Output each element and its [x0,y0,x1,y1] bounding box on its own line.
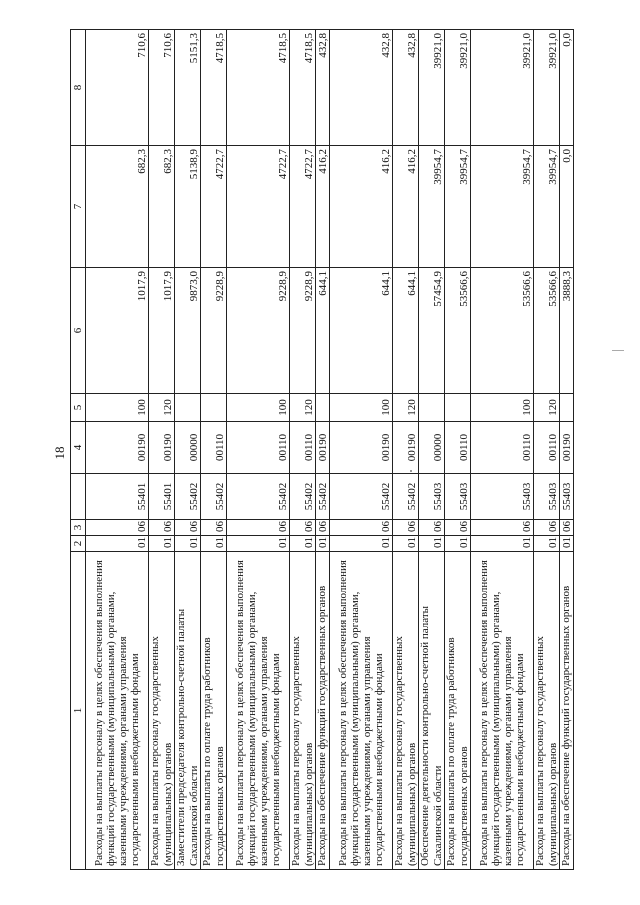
cell-section: 01 [201,535,227,551]
table-row [149,29,175,869]
cell-expense-type [445,393,471,421]
cell-expense-type [316,393,330,421]
header-cell: 8 [71,29,86,145]
cell-amount-7: 416,2 [330,145,393,267]
cell-section: 01 [534,535,560,551]
cell-section: 01 [560,535,574,551]
cell-direction: 00110 [471,421,534,473]
cell-expense-type [560,393,574,421]
cell-subsection: 06 [560,519,574,535]
cell-section: 01 [316,535,330,551]
row-name: Расходы на обеспечение функций государственных органов [560,551,574,869]
scan-artifact [410,470,412,472]
header-cell: 2 [71,535,86,551]
row-name: Расходы на выплаты персоналу государственных (муниципальных) органов [393,551,419,869]
row-name: Расходы на выплаты персоналу в целях обеспечения выполнения функций государственными (муниципальными) органами, казенными учреждениями, органами управления государственными внебюджетными фондами [471,551,534,869]
cell-direction: 00190 [330,421,393,473]
cell-amount-8: 710,6 [149,29,175,145]
cell-program: 55403 [560,473,574,519]
header-cell: 7 [71,145,86,267]
cell-amount-7: 5138,9 [175,145,201,267]
row-name: Расходы на выплаты по оплате труда работников государственных органов [201,551,227,869]
row-name: Обеспечение деятельности контрольно-счетной палаты Сахалинской области [419,551,445,869]
table-row [445,29,471,869]
cell-subsection: 06 [445,519,471,535]
cell-direction: 00000 [175,421,201,473]
row-name: Расходы на выплаты персоналу государственных (муниципальных) органов [149,551,175,869]
cell-direction: 00000 [419,421,445,473]
cell-amount-8: 432,8 [393,29,419,145]
cell-expense-type [175,393,201,421]
row-name: Расходы на обеспечение функций государственных органов [316,551,330,869]
cell-amount-6: 3888,3 [560,267,574,393]
cell-amount-6: 644,1 [330,267,393,393]
cell-section: 01 [175,535,201,551]
cell-expense-type: 100 [227,393,290,421]
cell-program: 55402 [316,473,330,519]
cell-subsection: 06 [86,519,149,535]
header-cell [71,473,86,519]
cell-amount-6: 53566,6 [445,267,471,393]
cell-section: 01 [149,535,175,551]
row-name: Расходы на выплаты персоналу в целях обеспечения выполнения функций государственными (муниципальными) органами, казенными учреждениями, органами управления государственными внебюджетными фондами [86,551,149,869]
header-cell: 5 [71,393,86,421]
table-row [393,29,419,869]
cell-amount-6: 1017,9 [149,267,175,393]
cell-program: 55401 [86,473,149,519]
header-cell: 3 [71,519,86,535]
cell-program: 55402 [290,473,316,519]
cell-amount-6: 644,1 [393,267,419,393]
cell-amount-8: 5151,3 [175,29,201,145]
cell-section: 01 [227,535,290,551]
cell-amount-6: 9228,9 [201,267,227,393]
cell-program: 55402 [393,473,419,519]
cell-amount-7: 39954,7 [419,145,445,267]
cell-expense-type: 100 [471,393,534,421]
row-name: Расходы на выплаты персоналу в целях обеспечения выполнения функций государственными (муниципальными) органами, казенными учреждениями, органами управления государственными внебюджетными фондами [227,551,290,869]
cell-direction: 00110 [201,421,227,473]
cell-amount-8: 432,8 [316,29,330,145]
header-cell: 6 [71,267,86,393]
cell-expense-type: 120 [393,393,419,421]
cell-program: 55403 [471,473,534,519]
cell-amount-7: 4722,7 [290,145,316,267]
table-row [471,29,534,869]
cell-amount-7: 682,3 [86,145,149,267]
cell-direction: 00110 [445,421,471,473]
cell-direction: 00190 [149,421,175,473]
cell-section: 01 [445,535,471,551]
scan-artifact [612,350,624,351]
cell-subsection: 06 [419,519,445,535]
table-row [227,29,290,869]
table-body [86,29,574,869]
cell-subsection: 06 [149,519,175,535]
cell-section: 01 [86,535,149,551]
cell-amount-7: 39954,7 [534,145,560,267]
cell-amount-8: 710,6 [86,29,149,145]
rotated-page [50,18,590,888]
cell-expense-type: 100 [86,393,149,421]
cell-subsection: 06 [534,519,560,535]
row-name: Расходы на выплаты персоналу государственных (муниципальных) органов [534,551,560,869]
table-row [290,29,316,869]
cell-amount-7: 4722,7 [227,145,290,267]
cell-subsection: 06 [201,519,227,535]
cell-amount-8: 39921,0 [419,29,445,145]
cell-program: 55402 [175,473,201,519]
cell-program: 55403 [534,473,560,519]
cell-amount-6: 1017,9 [86,267,149,393]
cell-amount-7: 416,2 [393,145,419,267]
cell-direction: 00190 [393,421,419,473]
cell-amount-7: 4722,7 [201,145,227,267]
cell-amount-6: 9873,0 [175,267,201,393]
cell-subsection: 06 [316,519,330,535]
cell-section: 01 [419,535,445,551]
budget-table [70,29,574,870]
table-row [330,29,393,869]
cell-amount-8: 4718,5 [201,29,227,145]
cell-direction: 00190 [86,421,149,473]
cell-direction: 00190 [316,421,330,473]
cell-program: 55401 [149,473,175,519]
page-number: 18 [52,446,67,459]
cell-expense-type: 120 [534,393,560,421]
cell-amount-8: 4718,5 [290,29,316,145]
cell-amount-8: 432,8 [330,29,393,145]
cell-expense-type: 120 [149,393,175,421]
cell-amount-6: 53566,6 [471,267,534,393]
cell-amount-8: 39921,0 [445,29,471,145]
cell-program: 55402 [330,473,393,519]
cell-amount-7: 0,0 [560,145,574,267]
row-name: Заместители председателя контрольно-счетной палаты Сахалинской области [175,551,201,869]
cell-subsection: 06 [393,519,419,535]
cell-amount-6: 9228,9 [227,267,290,393]
cell-section: 01 [290,535,316,551]
cell-section: 01 [393,535,419,551]
cell-program: 55402 [227,473,290,519]
cell-subsection: 06 [175,519,201,535]
cell-direction: 00190 [560,421,574,473]
cell-subsection: 06 [290,519,316,535]
cell-amount-6: 53566,6 [534,267,560,393]
cell-amount-7: 682,3 [149,145,175,267]
header-row [71,29,86,869]
table-row [86,29,149,869]
cell-section: 01 [330,535,393,551]
table-row [419,29,445,869]
cell-subsection: 06 [227,519,290,535]
table-row [175,29,201,869]
cell-program: 55403 [419,473,445,519]
header-cell: 1 [71,551,86,869]
cell-amount-6: 9228,9 [290,267,316,393]
cell-direction: 00110 [227,421,290,473]
table-row [316,29,330,869]
cell-amount-7: 416,2 [316,145,330,267]
cell-direction: 00110 [290,421,316,473]
cell-program: 55403 [445,473,471,519]
cell-amount-8: 39921,0 [471,29,534,145]
table-row [534,29,560,869]
cell-amount-8: 0,0 [560,29,574,145]
cell-direction: 00110 [534,421,560,473]
row-name: Расходы на выплаты персоналу государственных (муниципальных) органов [290,551,316,869]
cell-section: 01 [471,535,534,551]
cell-amount-7: 39954,7 [445,145,471,267]
row-name: Расходы на выплаты персоналу в целях обеспечения выполнения функций государственными (муниципальными) органами, казенными учреждениями, органами управления государственными внебюджетными фондами [330,551,393,869]
cell-amount-6: 644,1 [316,267,330,393]
cell-subsection: 06 [330,519,393,535]
cell-amount-7: 39954,7 [471,145,534,267]
cell-subsection: 06 [471,519,534,535]
cell-program: 55402 [201,473,227,519]
table-row [560,29,574,869]
cell-expense-type: 100 [330,393,393,421]
table-row [201,29,227,869]
cell-expense-type [419,393,445,421]
cell-amount-8: 4718,5 [227,29,290,145]
cell-expense-type: 120 [290,393,316,421]
row-name: Расходы на выплаты по оплате труда работников государственных органов [445,551,471,869]
cell-amount-6: 57454,9 [419,267,445,393]
header-cell: 4 [71,421,86,473]
cell-amount-8: 39921,0 [534,29,560,145]
cell-expense-type [201,393,227,421]
